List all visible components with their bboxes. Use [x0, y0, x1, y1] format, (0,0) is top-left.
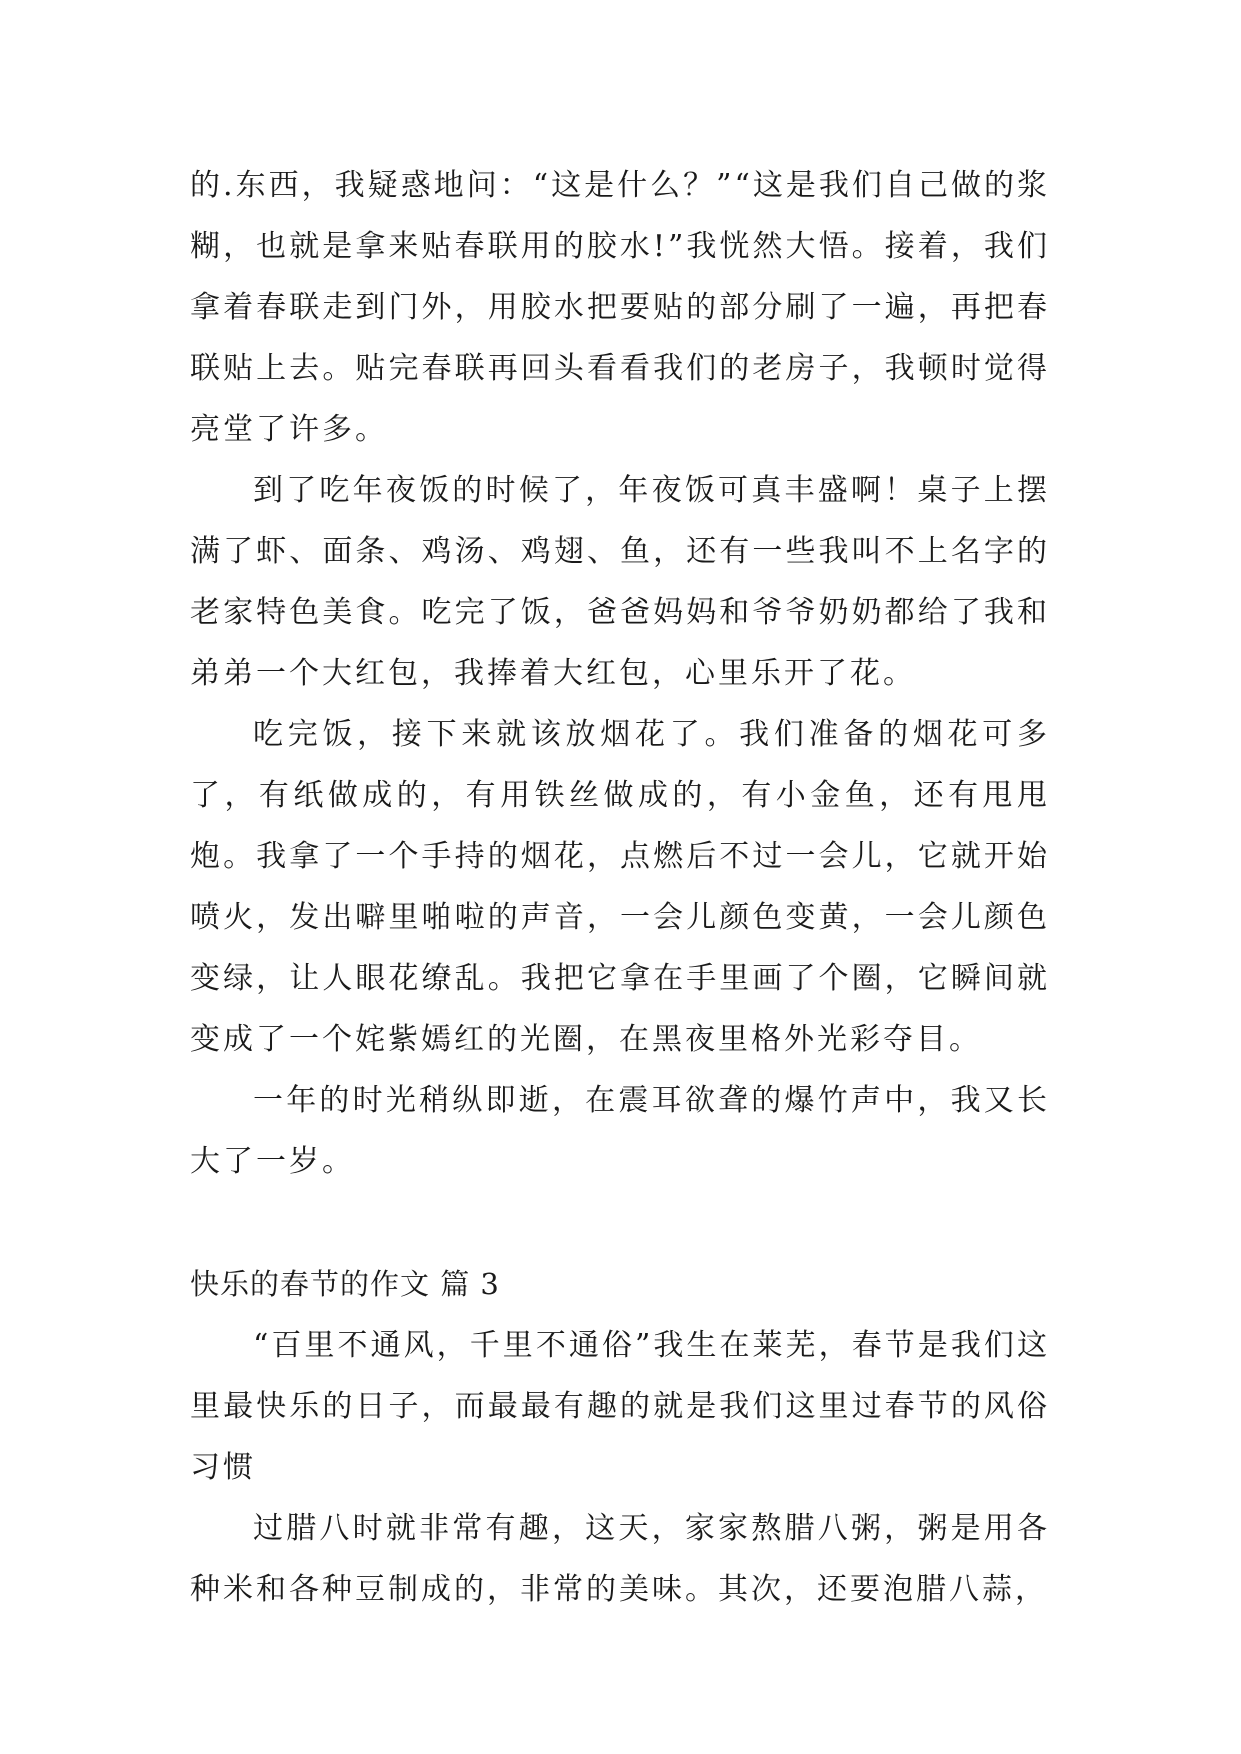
paragraph-fireworks: 吃完饭，接下来就该放烟花了。我们准备的烟花可多了，有纸做成的，有用铁丝做成的，有小金鱼，还有甩甩炮。我拿了一个手持的烟花，点燃后不过一会儿，它就开始喷火，发出噼里啪啦的声音，一会儿颜色变黄，一会儿颜色变绿，让人眼花缭乱。我把它拿在手里画了个圈，它瞬间就变成了一个姹紫嫣红的光圈，在黑夜里格外光彩夺目。	[190, 717, 1050, 1057]
paragraph-continued: 的.东西，我疑惑地问：“这是什么？”“这是我们自己做的浆糊，也就是拿来贴春联用的胶水!”我恍然大悟。接着，我们拿着春联走到门外，用胶水把要贴的部分刷了一遍，再把春联贴上去。贴完春联再回头看看我们的老房子，我顿时觉得亮堂了许多。	[190, 168, 1050, 447]
paragraph-intro-customs: “百里不通风，千里不通俗”我生在莱芜，春节是我们这里最快乐的日子，而最最有趣的就是我们这里过春节的风俗习惯	[190, 1328, 1050, 1485]
paragraph-laba: 过腊八时就非常有趣，这天，家家熬腊八粥，粥是用各种米和各种豆制成的，非常的美味。其次，还要泡腊八蒜，	[190, 1511, 1050, 1607]
document-body	[190, 155, 1050, 1620]
paragraph-new-year-dinner: 到了吃年夜饭的时候了，年夜饭可真丰盛啊！桌子上摆满了虾、面条、鸡汤、鸡翅、鱼，还有一些我叫不上名字的老家特色美食。吃完了饭，爸爸妈妈和爷爷奶奶都给了我和弟弟一个大红包，我捧着大红包，心里乐开了花。	[190, 473, 1050, 691]
section-title: 快乐的春节的作文 篇 3	[190, 1267, 500, 1301]
paragraph-closing: 一年的时光稍纵即逝，在震耳欲聋的爆竹声中，我又长大了一岁。	[190, 1083, 1050, 1179]
